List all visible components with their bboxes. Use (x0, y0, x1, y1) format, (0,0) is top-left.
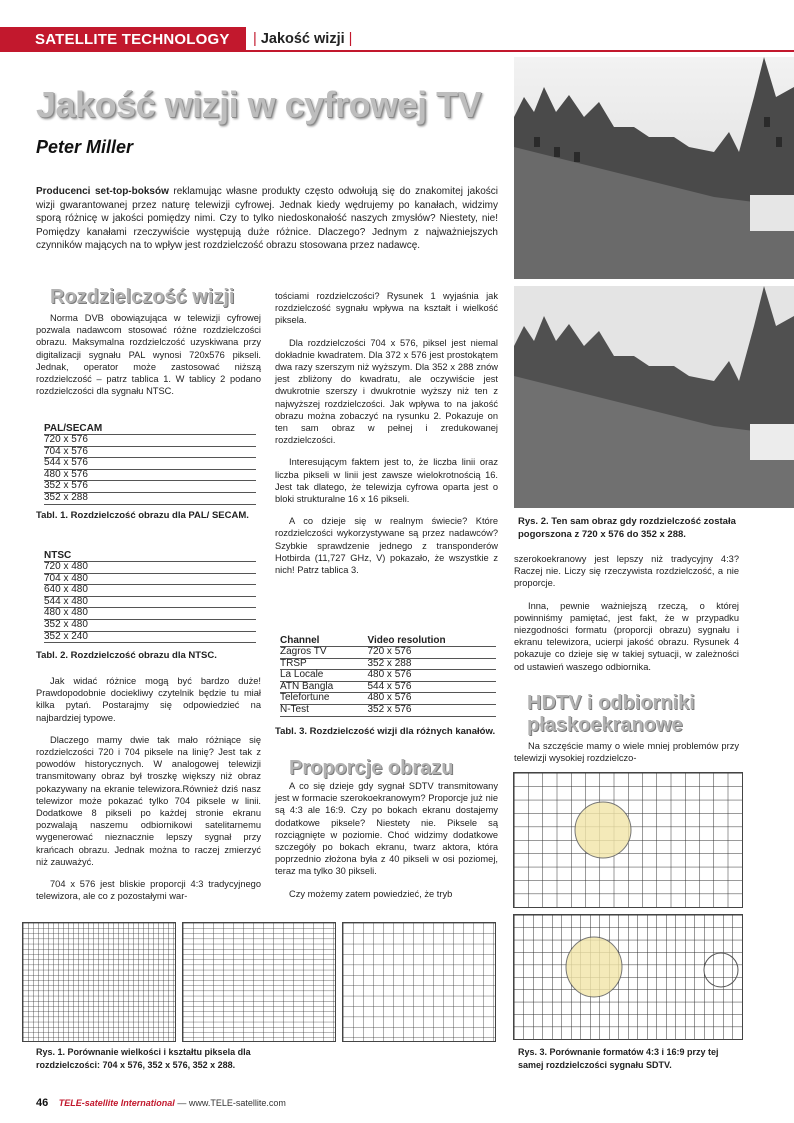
table1-row: 720 x 576 (44, 435, 256, 447)
table2-row: 640 x 480 (44, 585, 256, 597)
col1-body (36, 675, 261, 912)
fig3-grid-4x3 (513, 772, 743, 908)
fig3-grid-16x9 (513, 914, 743, 1040)
col1-paragraph: 704 x 576 jest bliskie proporcji 4:3 tradycyjnego telewizora, ale co z pozostałymi war- (36, 879, 261, 902)
section2-heading: Proporcje obrazu (289, 757, 454, 779)
page-footer (36, 1097, 286, 1109)
photo-reduced-resolution (514, 286, 794, 508)
table1-header: PAL/SECAM (44, 423, 256, 435)
col2-paragraph: tościami rozdzielczości? Rysunek 1 wyjaśnia jak rozdzielczość sygnału wpływa na kształt i wielkość piksela. (275, 291, 498, 326)
table1-row: 352 x 576 (44, 481, 256, 493)
col2-paragraph: A co dzieje się w realnym świecie? Które rozdzielczości wykorzystywane są przez nadawców? Szybkie sprawdzenie jednego z transponderów Hotbirda (11,727 GHz, V) pokazało, że wszystkie z nich! Patrz tablica 3. (275, 516, 498, 576)
section3-body (514, 740, 739, 774)
footer-dash: — (177, 1098, 187, 1108)
table3-header-resolution: Video resolution (367, 635, 496, 647)
fig1-grid-352x576 (182, 922, 336, 1042)
section2-body (275, 780, 498, 910)
table3-cell: N-Test (280, 704, 367, 716)
fig3-caption: Rys. 3. Porównanie formatów 4:3 i 16:9 przy tej samej rozdzielczości sygnału SDTV. (518, 1047, 719, 1070)
lead-text: reklamując własne produkty często odwołują się do znakomitej jakości wizji gwarantowanej przez naturę telewizji cyfrowej. Jednak kiedy wędrujemy po kanałach, widzimy sporą różnicę w jakości pomiędzy nimi. Czy to tylko niedoskonałość naszych zmysłów? Niestety, nie! Pomiędzy kanałami rzeczywiście występują duże różnice. Dlaczego? Jednym z najważniejszych czynników mających na to wpływ jest rozdzielczość obrazu stosowana przez nadawcę. (36, 186, 499, 252)
table1-row: 544 x 576 (44, 458, 256, 470)
header-tag: SATELLITE TECHNOLOGY (35, 31, 230, 48)
col2-body (275, 290, 498, 586)
photo-full-resolution (514, 57, 794, 279)
table3-cell: ATN Bangla (280, 681, 367, 693)
fig1-grid-352x288 (342, 922, 496, 1042)
publication-name: TELE-satellite International (58, 1098, 175, 1108)
header-rule (0, 50, 794, 52)
fig2-caption: Rys. 2. Ten sam obraz gdy rozdzielczość została pogorszona z 720 x 576 do 352 x 288. (518, 516, 736, 540)
table2 (44, 550, 256, 643)
fig1-grid-704x576 (22, 922, 176, 1042)
table3-cell: 352 x 288 (367, 658, 496, 670)
table3-cell: 352 x 576 (367, 704, 496, 716)
table1-caption: Tabl. 1. Rozdzielczość obrazu dla PAL/ SECAM. (36, 510, 249, 521)
table2-header: NTSC (44, 550, 256, 562)
section2-paragraph: A co się dzieje gdy sygnał SDTV transmitowany jest w formacie szerokoekranowym? Proporcje już nie są 4:3 ale 16:9. Czy po bokach ekranu dostajemy dodatkowe piksele? Niestety nie. Piksele są rozciągnięte w poziomie. Choć widzimy dodatkowe szczegóły po bokach ekranu, twarz aktora, która poprzednio złożona była z 40 pikseli w osi poziomej, teraz ma tylko 30 pikseli. (275, 781, 498, 877)
table2-caption: Tabl. 2. Rozdzielczość obrazu dla NTSC. (36, 650, 217, 661)
col2-paragraph: Interesującym faktem jest to, że liczba linii oraz liczba pikseli w linii jest zawsze wielokrotnością 16. Jest tak dlatego, że telewizja cyfrowa oparta jest o bloki strukturalne 16 x 16 pikseli. (275, 457, 498, 505)
article-author: Peter Miller (36, 137, 134, 157)
table2-row: 352 x 480 (44, 619, 256, 631)
section2-paragraph: Czy możemy zatem powiedzieć, że tryb (289, 888, 453, 899)
fig1-caption: Rys. 1. Porównanie wielkości i kształtu piksela dla rozdzielczości: 704 x 576, 352 x 576, 352 x 288. (36, 1047, 251, 1070)
table3-cell: 480 x 576 (367, 670, 496, 682)
col1-paragraph: Jak widać różnice mogą być bardzo duże! Prawdopodobnie dociekliwy czytelnik będzie tu miał kilka pytań. Postarajmy się odpowiedzieć na najbardziej typowe. (36, 676, 261, 723)
section3-heading-line: HDTV i odbiorniki (527, 692, 695, 714)
table3-cell: 544 x 576 (367, 681, 496, 693)
table3 (280, 635, 496, 717)
table3-header-channel: Channel (280, 635, 367, 647)
footer-url[interactable]: www.TELE-satellite.com (188, 1098, 286, 1108)
section3-paragraph: Na szczęście mamy o wiele mniej problemów przy telewizji wysokiej rozdzielczo- (514, 741, 739, 764)
section1-body (36, 312, 261, 407)
table1-row: 704 x 576 (44, 446, 256, 458)
lead-bold: Producenci set-top-boksów (36, 186, 169, 197)
col3-body (514, 553, 739, 683)
table3-cell: 480 x 576 (367, 693, 496, 705)
table3-caption: Tabl. 3. Rozdzielczość wizji dla różnych kanałów. (275, 726, 496, 737)
section3-heading (527, 692, 695, 736)
col3-paragraph: Inna, pewnie ważniejszą rzeczą, o której powinniśmy pamiętać, jest fakt, że w przypadku niezgodności formatu (proporcji obrazu) sygnału i ekranu telewizora, ucierpi jakość obrazu. Rysunek 4 pokazuje co dzieje się w takiej sytuacji, w zależności od ustawień waszego odbiornika. (514, 600, 739, 672)
table2-row: 480 x 480 (44, 608, 256, 620)
table2-row: 544 x 480 (44, 596, 256, 608)
table3-cell: 720 x 576 (367, 647, 496, 659)
col2-paragraph: Dla rozdzielczości 704 x 576, piksel jest niemal dokładnie kwadratem. Dla 372 x 576 jest prostokątem dwa razy szerszym niż wyższym. Dla 352 x 288 znów jest zbliżony do kwadratu, ale oczywiście jest dwukrotnie szerszy i dwukrotnie wyższy niż ten z najwyższej rozdzielczości. Jak wpływa to na jakość obrazu można zobaczyć na rysunku 2. Pokazuje on ten sam obraz w pełnej i zredukowanej rozdzielczości. (275, 337, 498, 446)
table3-cell: Zagros TV (280, 647, 367, 659)
table1-row: 352 x 288 (44, 492, 256, 504)
table3-cell: Telefortune (280, 693, 367, 705)
table1 (44, 423, 256, 505)
table3-cell: La Locale (280, 670, 367, 682)
header-section-label: Jakość wizji (260, 31, 345, 47)
header-section: | Jakość wizji | (253, 31, 353, 47)
section1-heading: Rozdzielczość wizji (50, 286, 235, 308)
table1-row: 480 x 576 (44, 469, 256, 481)
table3-cell: TRSP (280, 658, 367, 670)
article-title: Jakość wizji w cyfrowej TV (36, 84, 482, 125)
table2-row: 720 x 480 (44, 562, 256, 574)
page-number: 46 (36, 1097, 49, 1109)
lead-paragraph (36, 185, 498, 253)
table2-row: 352 x 240 (44, 631, 256, 643)
col3-paragraph: szerokoekranowy jest lepszy niż tradycyjny 4:3? Raczej nie. Liczy się rzeczywista rozdzielczość, a nie proporcje. (514, 554, 739, 589)
table2-row: 704 x 480 (44, 573, 256, 585)
col1-paragraph: Dlaczego mamy dwie tak mało różniące się rozdzielczości 720 i 704 piksele na linię? Jest tak z powodów historycznych. W analogowej telewizji transmitowany obraz był troszkę większy niż obraz pokazywany na ekranie telewizora.Również dziś nasz telewizor może pokazać tylko 704 piksele w linii. Dodatkowe 8 pikseli po każdej stronie ekranu pozwalają naszemu odbiornikowi satelitarnemu wygenerować nieznacznie lepszy sygnał przy krańcach obrazu. Jednak można to raczej zmierzyć niż zauważyć. (36, 734, 261, 867)
section3-heading-line: płaskoekranowe (527, 714, 683, 736)
section1-paragraph: Norma DVB obowiązująca w telewizji cyfrowej pozwala nadawcom stosować różne rozdzielczości obrazu. Maksymalna rozdzielczość uzyskiwana przy digitalizacji sygnału PAL wynosi 720x576 pikseli. Jednak, operator może zastosować niższą rozdzielczość – patrz tablica 1. W tablicy 2 podano rozdzielczości dla sygnału NTSC. (36, 313, 261, 397)
